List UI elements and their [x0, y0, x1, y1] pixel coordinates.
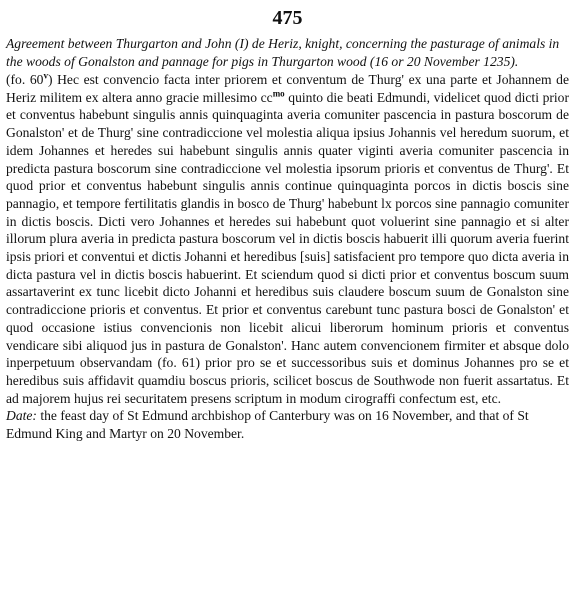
- ordinal-suffix: mo: [272, 88, 285, 99]
- document-heading: Agreement between Thurgarton and John (I) de Heriz, knight, concerning the pasturage of animals in the woods of Gonalston and pannage for pigs in Thurgarton wood (16 or 20 November 1235).: [6, 36, 560, 69]
- date-note: [6, 407, 569, 442]
- folio-verso-mark: v: [43, 70, 48, 81]
- folio-reference-close: ): [47, 72, 53, 87]
- page-number: 475: [272, 7, 303, 29]
- document-page: [6, 0, 569, 443]
- charter-text-part-1: Hec est convencio facta inter priorem et conventum de Thurg' ex una parte et Johannem de Heriz militem ex altera anno gracie millesimo cc: [6, 72, 569, 105]
- date-label: Date:: [6, 408, 37, 424]
- folio-reference-open: (fo. 60: [6, 72, 44, 87]
- charter-text: [6, 71, 569, 407]
- charter-text-part-2: quinto die beati Edmundi, videlicet quod dicti prior et conventus habebunt singulis annis quinquaginta averia comuniter pascencia in pastura boscorum de Gonalston' et de Thurg' sine contradiccione vel molestia aliqua ipsius Johannis vel heredum suorum, et idem Johannes et heredes sui habebunt singulis annis quater viginti averia comuniter pascencia in predicta pastura boscorum sine contradiccione vel molestia ipsorum prioris et conventus de Thurg'. Et quod prior et conventus habebunt singulis annis continue quinquaginta porcos in dictis boscis sine pannagio, et tempore fertilitatis glandis in bosco de Thurg' habebunt lx porcos sine pannagio comuniter in dictis boscis. Dicti vero Johannes et heredes sui habebunt quot voluerint sine pannagio et si alter illorum plura averia in predicta pastura boscorum vel in dictis boscis habuerit illi quorum averia fuerint ipsis priori et conventui et dictis Johanni et heredibus [suis] satisfacient pro tempore quo dicta averia in dicta pastura vel in dictis boscis habuerint. Et sciendum quod si dicti prior et conventus boscum suum assartaverint ex tunc licebit dicto Johanni et heredibus suis claudere boscum suum de Gonalston sine contradiccione prioris et conventus. Et prior et conventus carebunt tunc pastura bosci de Gonalston' et quod occasione istius convencionis non licebit alicui liberorum hominum prioris et conventus vendicare sibi aliquod jus in pastura de Gonalston'. Hanc autem convencionem firmiter et absque dolo inperpetuum observandam (fo. 61) prior pro se et successoribus suis et dominus Johannes pro se et heredibus suis affidavit quamdiu boscus prioris, scilicet boscus de Southwode non fuerit assartatus. Et ad majorem hujus rei securitatem presens scriptum in modum cirograffi confectum est, etc.: [6, 89, 569, 406]
- date-note-text: the feast day of St Edmund archbishop of Canterbury was on 16 November, and that of St Edmund King and Martyr on 20 November.: [6, 408, 529, 442]
